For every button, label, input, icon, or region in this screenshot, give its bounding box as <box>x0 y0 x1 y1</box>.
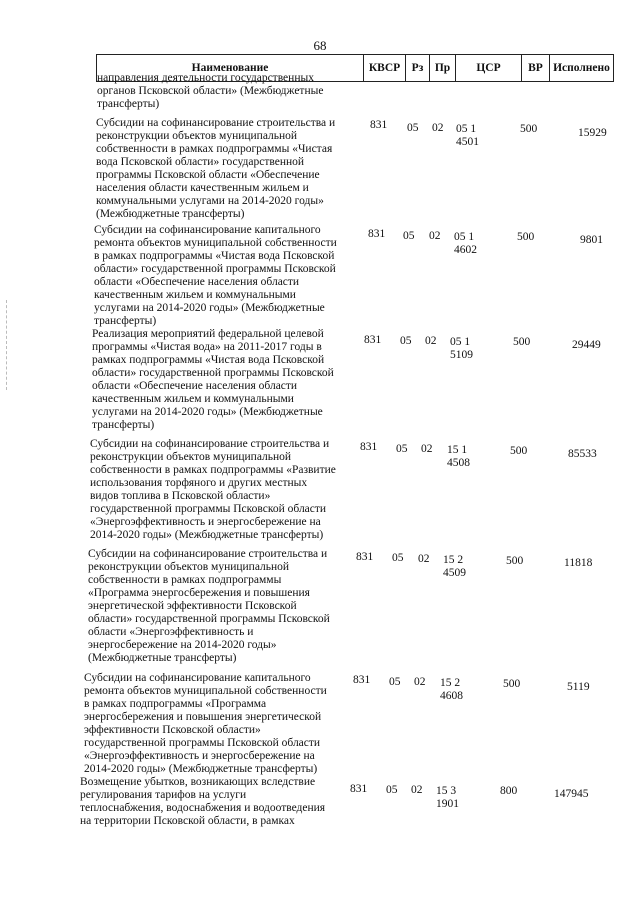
row-name: Возмещение убытков, возникающих вследствие регулирования тарифов на услуги теплоснабжения, водоснабжения и водоотведения на территории Псковской области, в рамках <box>80 776 326 827</box>
row-csr: 15 3 1901 <box>436 785 459 810</box>
row-vr: 500 <box>520 123 538 135</box>
row-kvsr: 831 <box>370 119 388 131</box>
header-name: Наименование <box>96 55 364 81</box>
row-rz: 05 <box>392 552 404 564</box>
row-kvsr: 831 <box>356 551 374 563</box>
row-rz: 05 <box>396 443 408 455</box>
row-vr: 500 <box>510 445 528 457</box>
row-rz: 05 <box>400 335 412 347</box>
row-name: Субсидии на софинансирование капитального ремонта объектов муниципальной собственности в рамках подпрограммы «Программа энергосбережения и повышения энергетической эффективности Псковской области» государственной программы Псковской области «Энергоэффективность и энергосбережение на 2014-2020 годы» (Межбюджетные трансферты) <box>84 672 327 775</box>
row-executed: 85533 <box>568 448 597 460</box>
row-vr: 500 <box>513 336 531 348</box>
row-pr: 02 <box>432 122 444 134</box>
row-pr: 02 <box>429 230 441 242</box>
row-name: Субсидии на софинансирование капитального ремонта объектов муниципальной собственности в рамках подпрограммы «Чистая вода Псковской области» государственной программы Псковской области «Обеспечение населения области качественным жильем и коммунальными услугами на 2014-2020 годы» (Межбюджетные трансферты) <box>94 224 337 327</box>
row-name: Субсидии на софинансирование строительства и реконструкции объектов муниципальной собственности в рамках подпрограммы «Чистая вода Псковской области» государственной программы Псковской области «Обеспечение населения области качественным жильем и коммунальными услугами на 2014-2020 годы» (Межбюджетные трансферты) <box>96 117 336 220</box>
row-csr: 15 2 4608 <box>440 677 463 702</box>
row-vr: 500 <box>517 231 535 243</box>
row-vr: 500 <box>506 555 524 567</box>
row-rz: 05 <box>389 676 401 688</box>
row-kvsr: 831 <box>364 334 382 346</box>
row-executed: 147945 <box>554 788 589 800</box>
row-vr: 800 <box>500 785 518 797</box>
row-name: Реализация мероприятий федеральной целевой программы «Чистая вода» на 2011-2017 годы в рамках подпрограммы «Чистая вода Псковской области» государственной программы Псковской области «Обеспечение населения области качественным жильем и коммунальными услугами на 2014-2020 годы» (Межбюджетные трансферты) <box>92 328 334 431</box>
row-executed: 15929 <box>578 127 607 139</box>
page-number: 68 <box>313 38 327 53</box>
header-vr: ВР <box>522 55 550 81</box>
header-kvsr: КВСР <box>364 55 406 81</box>
row-kvsr: 831 <box>353 674 371 686</box>
row-name: Субсидии на софинансирование строительства и реконструкции объектов муниципальной собственности в рамках подпрограммы «Программа энергосбережения и повышения энергетической эффективности Псковской области» государственной программы Псковской области «Энергоэффективность и энергосбережение на 2014-2020 годы» (Межбюджетные трансферты) <box>88 548 330 664</box>
row-pr: 02 <box>425 335 437 347</box>
header-csr: ЦСР <box>456 55 522 81</box>
row-name: Субсидии на софинансирование строительства и реконструкции объектов муниципальной собственности в рамках подпрограммы «Развитие использования торфяного и других местных видов топлива в Псковской области» государственной программы Псковской области «Энергоэффективность и энергосбережение на 2014-2020 годы» (Межбюджетные трансферты) <box>90 438 336 541</box>
row-pr: 02 <box>411 784 423 796</box>
row-vr: 500 <box>503 678 521 690</box>
header-executed: Исполнено <box>550 55 614 81</box>
row-rz: 05 <box>386 784 398 796</box>
row-pr: 02 <box>421 443 433 455</box>
row-name: направления деятельности государственных органов Псковской области» (Межбюджетные трансферты) <box>97 72 324 110</box>
row-executed: 5119 <box>567 681 590 693</box>
row-kvsr: 831 <box>368 228 386 240</box>
row-csr: 15 2 4509 <box>443 554 466 579</box>
row-rz: 05 <box>403 230 415 242</box>
row-kvsr: 831 <box>360 441 378 453</box>
row-kvsr: 831 <box>350 783 368 795</box>
row-executed: 11818 <box>564 557 593 569</box>
row-rz: 05 <box>407 122 419 134</box>
row-csr: 05 1 4602 <box>454 231 477 256</box>
row-pr: 02 <box>418 553 430 565</box>
row-csr: 05 1 4501 <box>456 123 479 148</box>
row-executed: 29449 <box>572 339 601 351</box>
row-csr: 15 1 4508 <box>447 444 470 469</box>
row-pr: 02 <box>414 676 426 688</box>
header-rz: Рз <box>406 55 430 81</box>
row-executed: 9801 <box>580 234 603 246</box>
header-pr: Пр <box>430 55 456 81</box>
scan-margin-mark <box>6 300 9 390</box>
row-csr: 05 1 5109 <box>450 336 473 361</box>
